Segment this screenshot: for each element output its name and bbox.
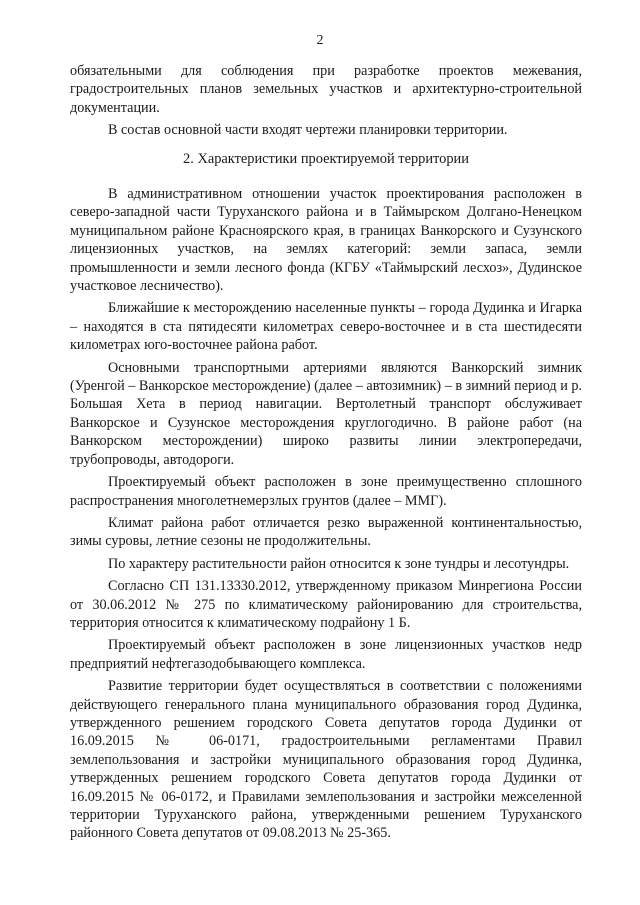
drawings-paragraph: В состав основной части входят чертежи планировки территории. [108, 122, 508, 139]
page-number: 2 [316, 33, 324, 48]
continuation-paragraph: обязательными для соблюдения при разработке проектов межевания, градостроительных планов земельных участков и архитектурно-строительной документации. [70, 63, 582, 116]
paragraph-regulation: Согласно СП 131.13330.2012, утвержденному приказом Минрегиона России от 30.06.2012 № 275 по климатическому районированию для строительства, территория относится к климатическому подрайону 1 Б. [70, 578, 582, 631]
section-title: 2. Характеристики проектируемой территории [183, 151, 469, 167]
intro-block [70, 62, 582, 144]
paragraph-license-zone: Проектируемый объект расположен в зоне лицензионных участков недр предприятий нефтегазодобывающего комплекса. [70, 637, 582, 672]
paragraph-vegetation: По характеру растительности район относится к зоне тундры и лесотундры. [108, 555, 570, 572]
paragraph-climate: Климат района работ отличается резко выраженной континентальностью, зимы суровы, летние сезоны не продолжительны. [70, 514, 582, 550]
paragraph-transport: Основными транспортными артериями являются Ванкорский зимник (Уренгой – Ванкорское месторождение) (далее – автозимник) – в зимний период и р. Большая Хета в период навигации. Вертолетный транспорт обслуживает Ванкорское и Сузунское месторождения круглогодично. В районе работ (на Ванкорском месторождении) широко развиты линии электропередачи, трубопроводы, автодороги. [70, 359, 582, 468]
paragraph-settlements: Ближайшие к месторождению населенные пункты – города Дудинка и Игарка – находятся в ста пятидесяти километрах северо-восточнее и в ста шестидесяти километрах юго-восточнее района работ. [70, 300, 582, 354]
paragraph-development: Развитие территории будет осуществляться в соответствии с положениями действующего генерального плана муниципального образования город Дудинка, утвержденного решением городского Совета депутатов города Дудинки от 16.09.2015 № 06-0171, градостроительными регламентами Правил землепользования и застройки муниципального образования город Дудинка, утвержденных решением городского Совета депутатов города Дудинки от 16.09.2015 № 06-0172, и Правилами землепользования и застройки межселенной территории Туруханского района, утвержденными решением Туруханского районного Совета депутатов от 09.08.2013 № 25-365. [70, 678, 582, 842]
paragraph-location: В административном отношении участок проектирования расположен в северо-западной части Туруханского района и в Таймырском Долгано-Ненецком муниципальном районе Красноярского края, в границах Ванкорского и Сузунского лицензионных участков, на землях категорий: земли запаса, земли промышленности и земли лесного фонда (КГБУ «Таймырский лесхоз», Дудинское участковое лесничество). [70, 186, 582, 295]
paragraph-permafrost: Проектируемый объект расположен в зоне преимущественно сплошного распространения многолетнемерзлых грунтов (далее – ММГ). [70, 474, 582, 509]
section-heading-block [70, 150, 582, 168]
section-body [70, 185, 582, 847]
